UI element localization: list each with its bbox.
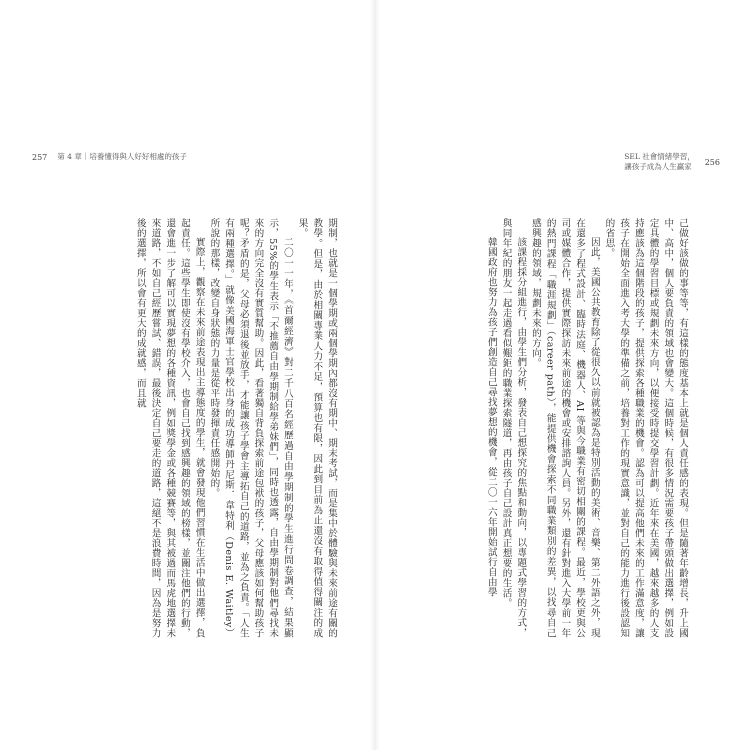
left-body-text <box>74 218 338 638</box>
paragraph: 該課程採分組進行，由學生們分析，發表自己想探究的焦點和動向，以專題式學習的方式，與同年紀的朋友一起走過看似艱鉅的職業探索隧道，再由孩子自己設計真正想要的生活。 <box>500 218 527 638</box>
book-title-line: 讓孩子成為人生贏家 <box>624 162 692 171</box>
right-running-head <box>624 152 720 172</box>
paragraph: 期制，也就是一個學期或兩個學期內都沒有期中、期末考試，而是集中於體驗與未來前途有關的教學。但是，由於相關專業人力不足，預算也有限，因此到目前為止還沒有取得值得關注的成果。 <box>296 218 337 638</box>
paragraph: 二〇一一年，《首爾經濟》對二千八百名經歷過自由學期制的學生進行問卷調查，結果顯示，55%的學生表示「不推薦自由學期制給學弟妹們」，同時也透露，自由學期制對他們尋找未來的方向完全沒有實質幫助。因此，看著獨自背負探索前途包袱的孩子，父母應該如何幫助孩子呢？矛盾的是，父母必須退後並放手，才能讓孩子學會主導拓自己的道路，並為之負責。「人生有兩種選擇。」就像美國海軍士官學校出身的成功導師丹尼斯．韋特利（Denis E. Waitley）所說的那樣，改變自身狀態的力量是從平時發揮責任感開始的。 <box>208 218 293 638</box>
book-title-line: SEL 社會情緒學習， <box>624 152 695 161</box>
paragraph: 因此，美國公共教育除了從很久以前就被認為是特別活動的美術、音樂、第二外語之外，現在還多了程式設計、臨時法庭、機器人、AI 等與今職業有密切相關的課程。最近，學校更與公司或媒體合作，提供實際探訪未來前途的機會或安排諮詢人員。另外，還有針對進入大學前一年的熱門課程「職涯規劃」（career path），能提供機會探索不同職業類別的差異，以找尋自己感興趣的領域，規劃未來的方向。 <box>529 218 600 638</box>
paragraph: 實際上，觀察在未來前途表現出主導態度的學生，就會發現他們習慣在生活中做出選擇，負起責任。這些學生即使沒有學校介入，也會自己找到感興趣的領域的榜樣，並關注他們的行動，還會進一步了解可以實現夢想的各種資訊，例如獎學金或各種競賽等，與其被過而馬虎地選擇未來道路，不如自己經歷嘗試、錯誤，最後決定自己要走的道路，這絕不是浪費時間，因為是努力後的選擇，所以會有更大的成就感，而且就 <box>134 218 205 638</box>
right-page-number: 256 <box>704 157 720 167</box>
paragraph: 己做好該做的事等等，有這樣的態度基本上就是個人責任感的表現。但是隨著年齡增長，升上國中、高中，個人要負責的領域也會變大。這個時候，有很多情況需要孩子帶頭做出選擇，例如設定具體的學習目標或規劃未來方向，以便接受時提交學習計劃。近年來在美國，越來越多的人支持應該為這個階段的孩子，提供探索各種職業的機會。認為可以提高他們未來的工作滿意度，讓孩子在開始全面進入考大學的準備之前，培養對工作的現實意識，並對自己的能力進行後設認知的省思。 <box>603 218 688 638</box>
book-title <box>624 152 694 172</box>
right-body-text <box>399 218 689 638</box>
book-gutter <box>370 0 380 750</box>
left-chapter-title: 第 4 章｜培養懂得與人好好相處的孩子 <box>57 152 187 161</box>
right-page <box>375 0 750 750</box>
left-page-number: 257 <box>32 152 48 162</box>
left-running-head <box>32 152 187 162</box>
paragraph: 韓國政府也努力為孩子們創造自己尋找夢想的機會，從二〇一六年開始試行自由學 <box>485 237 497 598</box>
